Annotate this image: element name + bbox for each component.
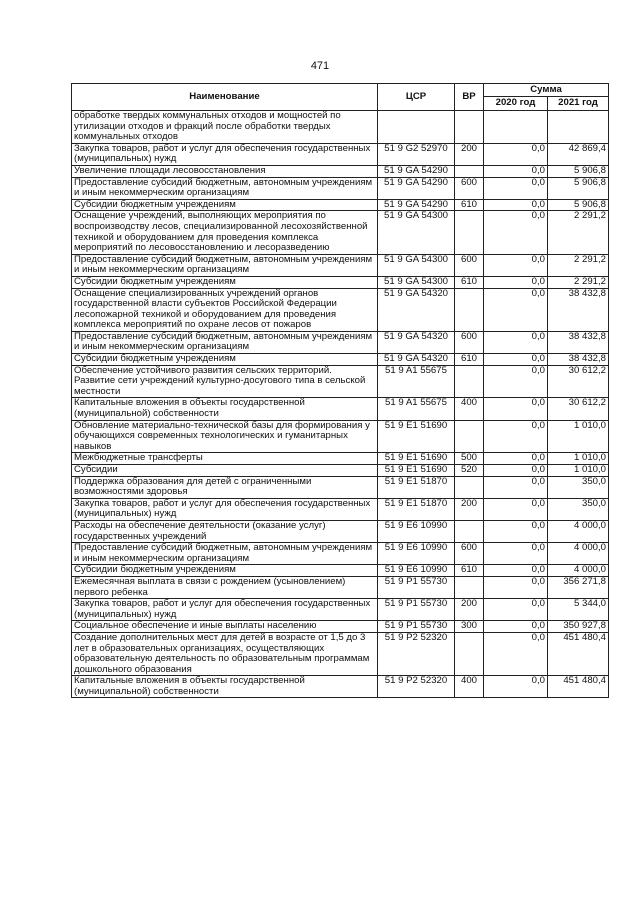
header-sum: Сумма bbox=[484, 84, 609, 97]
cell-2020: 0,0 bbox=[484, 498, 548, 520]
cell-2021: 5 906,8 bbox=[548, 165, 609, 177]
table-row bbox=[72, 520, 609, 542]
cell-name: Субсидии бюджетным учреждениям bbox=[72, 276, 378, 288]
cell-csr: 51 9 P1 55730 bbox=[378, 621, 455, 633]
cell-csr: 51 9 E1 51690 bbox=[378, 420, 455, 453]
cell-2020: 0,0 bbox=[484, 177, 548, 199]
table-row bbox=[72, 254, 609, 276]
cell-name: Субсидии bbox=[72, 465, 378, 477]
cell-2021: 350 927,8 bbox=[548, 621, 609, 633]
table-row bbox=[72, 465, 609, 477]
cell-name: Субсидии бюджетным учреждениям bbox=[72, 565, 378, 577]
cell-2021: 2 291,2 bbox=[548, 211, 609, 254]
cell-vr: 600 bbox=[455, 543, 484, 565]
cell-2020: 0,0 bbox=[484, 465, 548, 477]
cell-2020: 0,0 bbox=[484, 354, 548, 366]
table-row bbox=[72, 476, 609, 498]
cell-2021: 2 291,2 bbox=[548, 254, 609, 276]
table-row bbox=[72, 165, 609, 177]
cell-vr bbox=[455, 111, 484, 144]
cell-vr: 200 bbox=[455, 498, 484, 520]
cell-2021: 38 432,8 bbox=[548, 354, 609, 366]
cell-2021: 350,0 bbox=[548, 498, 609, 520]
cell-vr: 600 bbox=[455, 331, 484, 353]
cell-2020: 0,0 bbox=[484, 565, 548, 577]
cell-name: Поддержка образования для детей с ограниченными возможностями здоровья bbox=[72, 476, 378, 498]
cell-2021: 1 010,0 bbox=[548, 420, 609, 453]
cell-name: Предоставление субсидий бюджетным, автономным учреждениям и иным некоммерческим организациям bbox=[72, 254, 378, 276]
table-row bbox=[72, 276, 609, 288]
cell-csr: 51 9 G2 52970 bbox=[378, 143, 455, 165]
page-number: 471 bbox=[310, 60, 330, 72]
cell-csr: 51 9 P2 52320 bbox=[378, 676, 455, 698]
cell-vr bbox=[455, 211, 484, 254]
cell-2021: 38 432,8 bbox=[548, 331, 609, 353]
cell-vr bbox=[455, 420, 484, 453]
cell-2020: 0,0 bbox=[484, 676, 548, 698]
cell-csr: 51 9 A1 55675 bbox=[378, 365, 455, 398]
cell-name: Обеспечение устойчивого развития сельских территорий. Развитие сети учреждений культурно-досугового типа в сельской местности bbox=[72, 365, 378, 398]
cell-csr: 51 9 P1 55730 bbox=[378, 576, 455, 598]
cell-vr: 610 bbox=[455, 354, 484, 366]
cell-csr: 51 9 E6 10990 bbox=[378, 565, 455, 577]
cell-vr: 300 bbox=[455, 621, 484, 633]
table-row bbox=[72, 111, 609, 144]
cell-csr: 51 9 GA 54320 bbox=[378, 354, 455, 366]
cell-name: Закупка товаров, работ и услуг для обеспечения государственных (муниципальных) нужд bbox=[72, 498, 378, 520]
cell-2021: 451 480,4 bbox=[548, 676, 609, 698]
table-row bbox=[72, 632, 609, 675]
cell-name: Капитальные вложения в объекты государственной (муниципальной) собственности bbox=[72, 398, 378, 420]
cell-name: Оснащение специализированных учреждений органов государственной власти субъектов Российской Федерации лесопожарной техникой и оборудованием для проведения комплекса мероприятий по охране лесов от пожаров bbox=[72, 288, 378, 331]
cell-2021: 2 291,2 bbox=[548, 276, 609, 288]
cell-2020: 0,0 bbox=[484, 365, 548, 398]
table-row bbox=[72, 599, 609, 621]
cell-name: Создание дополнительных мест для детей в возрасте от 1,5 до 3 лет в образовательных организациях, осуществляющих образовательную деятельность по образовательным программам дошкольного образования bbox=[72, 632, 378, 675]
cell-2020: 0,0 bbox=[484, 543, 548, 565]
table-row bbox=[72, 199, 609, 211]
cell-csr: 51 9 GA 54300 bbox=[378, 254, 455, 276]
cell-csr: 51 9 P1 55730 bbox=[378, 599, 455, 621]
cell-2021: 1 010,0 bbox=[548, 465, 609, 477]
cell-vr bbox=[455, 632, 484, 675]
cell-vr: 600 bbox=[455, 254, 484, 276]
cell-2021: 38 432,8 bbox=[548, 288, 609, 331]
table-row bbox=[72, 498, 609, 520]
cell-name: Закупка товаров, работ и услуг для обеспечения государственных (муниципальных) нужд bbox=[72, 599, 378, 621]
table-row bbox=[72, 543, 609, 565]
header-year-2021: 2021 год bbox=[548, 97, 609, 111]
table-row bbox=[72, 331, 609, 353]
header-year-2020: 2020 год bbox=[484, 97, 548, 111]
budget-table bbox=[71, 83, 609, 698]
cell-2021: 30 612,2 bbox=[548, 398, 609, 420]
table-header bbox=[72, 84, 609, 111]
cell-csr: 51 9 GA 54300 bbox=[378, 276, 455, 288]
cell-name: Оснащение учреждений, выполняющих мероприятия по воспроизводству лесов, специализированной лесохозяйственной техникой и оборудованием для проведения комплекса мероприятий по лесовосстановлению и лесоразведению bbox=[72, 211, 378, 254]
cell-2020: 0,0 bbox=[484, 576, 548, 598]
cell-csr: 51 9 A1 55675 bbox=[378, 398, 455, 420]
cell-name: Субсидии бюджетным учреждениям bbox=[72, 199, 378, 211]
cell-2020: 0,0 bbox=[484, 199, 548, 211]
cell-vr bbox=[455, 165, 484, 177]
cell-vr: 520 bbox=[455, 465, 484, 477]
cell-2020: 0,0 bbox=[484, 453, 548, 465]
table-row bbox=[72, 621, 609, 633]
cell-vr bbox=[455, 288, 484, 331]
cell-vr bbox=[455, 520, 484, 542]
cell-vr bbox=[455, 576, 484, 598]
cell-vr: 200 bbox=[455, 143, 484, 165]
cell-vr: 610 bbox=[455, 199, 484, 211]
cell-csr: 51 9 GA 54290 bbox=[378, 177, 455, 199]
cell-csr: 51 9 E6 10990 bbox=[378, 520, 455, 542]
cell-vr: 200 bbox=[455, 599, 484, 621]
cell-csr: 51 9 GA 54290 bbox=[378, 165, 455, 177]
cell-2020: 0,0 bbox=[484, 621, 548, 633]
cell-2020: 0,0 bbox=[484, 331, 548, 353]
cell-csr: 51 9 E1 51690 bbox=[378, 465, 455, 477]
cell-vr: 400 bbox=[455, 398, 484, 420]
header-csr: ЦСР bbox=[378, 84, 455, 111]
cell-csr: 51 9 E6 10990 bbox=[378, 543, 455, 565]
cell-2020: 0,0 bbox=[484, 165, 548, 177]
table-row bbox=[72, 365, 609, 398]
cell-2021: 451 480,4 bbox=[548, 632, 609, 675]
cell-2021: 4 000,0 bbox=[548, 520, 609, 542]
cell-vr bbox=[455, 365, 484, 398]
cell-vr: 400 bbox=[455, 676, 484, 698]
table-row bbox=[72, 453, 609, 465]
cell-csr bbox=[378, 111, 455, 144]
cell-2020: 0,0 bbox=[484, 276, 548, 288]
table-row bbox=[72, 576, 609, 598]
cell-csr: 51 9 GA 54300 bbox=[378, 211, 455, 254]
cell-name: Субсидии бюджетным учреждениям bbox=[72, 354, 378, 366]
cell-name: Социальное обеспечение и иные выплаты населению bbox=[72, 621, 378, 633]
cell-csr: 51 9 GA 54320 bbox=[378, 331, 455, 353]
cell-2021: 356 271,8 bbox=[548, 576, 609, 598]
table-row bbox=[72, 288, 609, 331]
cell-vr: 610 bbox=[455, 276, 484, 288]
cell-2020: 0,0 bbox=[484, 632, 548, 675]
cell-2020: 0,0 bbox=[484, 254, 548, 276]
cell-2020: 0,0 bbox=[484, 520, 548, 542]
table-body bbox=[72, 111, 609, 698]
cell-vr bbox=[455, 476, 484, 498]
cell-name: Ежемесячная выплата в связи с рождением (усыновлением) первого ребенка bbox=[72, 576, 378, 598]
cell-name: Увеличение площади лесовосстановления bbox=[72, 165, 378, 177]
table-row bbox=[72, 143, 609, 165]
header-vr: ВР bbox=[455, 84, 484, 111]
cell-2021: 5 906,8 bbox=[548, 177, 609, 199]
cell-name: Предоставление субсидий бюджетным, автономным учреждениям и иным некоммерческим организациям bbox=[72, 177, 378, 199]
cell-vr: 600 bbox=[455, 177, 484, 199]
cell-2021: 4 000,0 bbox=[548, 565, 609, 577]
cell-name: обработке твердых коммунальных отходов и мощностей по утилизации отходов и фракций после обработки твердых коммунальных отходов bbox=[72, 111, 378, 144]
cell-2020: 0,0 bbox=[484, 476, 548, 498]
cell-2020: 0,0 bbox=[484, 211, 548, 254]
cell-csr: 51 9 E1 51690 bbox=[378, 453, 455, 465]
cell-name: Расходы на обеспечение деятельности (оказание услуг) государственных учреждений bbox=[72, 520, 378, 542]
cell-2020: 0,0 bbox=[484, 599, 548, 621]
table-row bbox=[72, 398, 609, 420]
cell-name: Предоставление субсидий бюджетным, автономным учреждениям и иным некоммерческим организациям bbox=[72, 543, 378, 565]
cell-csr: 51 9 P2 52320 bbox=[378, 632, 455, 675]
table-row bbox=[72, 354, 609, 366]
table-row bbox=[72, 177, 609, 199]
cell-2020: 0,0 bbox=[484, 143, 548, 165]
cell-csr: 51 9 GA 54320 bbox=[378, 288, 455, 331]
cell-csr: 51 9 E1 51870 bbox=[378, 476, 455, 498]
header-name: Наименование bbox=[72, 84, 378, 111]
cell-2021: 5 344,0 bbox=[548, 599, 609, 621]
cell-2021: 1 010,0 bbox=[548, 453, 609, 465]
cell-name: Межбюджетные трансферты bbox=[72, 453, 378, 465]
cell-2020: 0,0 bbox=[484, 288, 548, 331]
cell-name: Капитальные вложения в объекты государственной (муниципальной) собственности bbox=[72, 676, 378, 698]
cell-vr: 500 bbox=[455, 453, 484, 465]
cell-name: Предоставление субсидий бюджетным, автономным учреждениям и иным некоммерческим организациям bbox=[72, 331, 378, 353]
cell-2021: 30 612,2 bbox=[548, 365, 609, 398]
cell-name: Обновление материально-технической базы для формирования у обучающихся современных технологических и гуманитарных навыков bbox=[72, 420, 378, 453]
cell-2020: 0,0 bbox=[484, 420, 548, 453]
cell-2021: 42 869,4 bbox=[548, 143, 609, 165]
cell-2020: 0,0 bbox=[484, 398, 548, 420]
cell-name: Закупка товаров, работ и услуг для обеспечения государственных (муниципальных) нужд bbox=[72, 143, 378, 165]
cell-csr: 51 9 E1 51870 bbox=[378, 498, 455, 520]
cell-2021: 5 906,8 bbox=[548, 199, 609, 211]
cell-2021 bbox=[548, 111, 609, 144]
cell-csr: 51 9 GA 54290 bbox=[378, 199, 455, 211]
cell-2020 bbox=[484, 111, 548, 144]
table-row bbox=[72, 211, 609, 254]
cell-2021: 350,0 bbox=[548, 476, 609, 498]
table-row bbox=[72, 420, 609, 453]
table-row bbox=[72, 676, 609, 698]
cell-vr: 610 bbox=[455, 565, 484, 577]
table-row bbox=[72, 565, 609, 577]
cell-2021: 4 000,0 bbox=[548, 543, 609, 565]
